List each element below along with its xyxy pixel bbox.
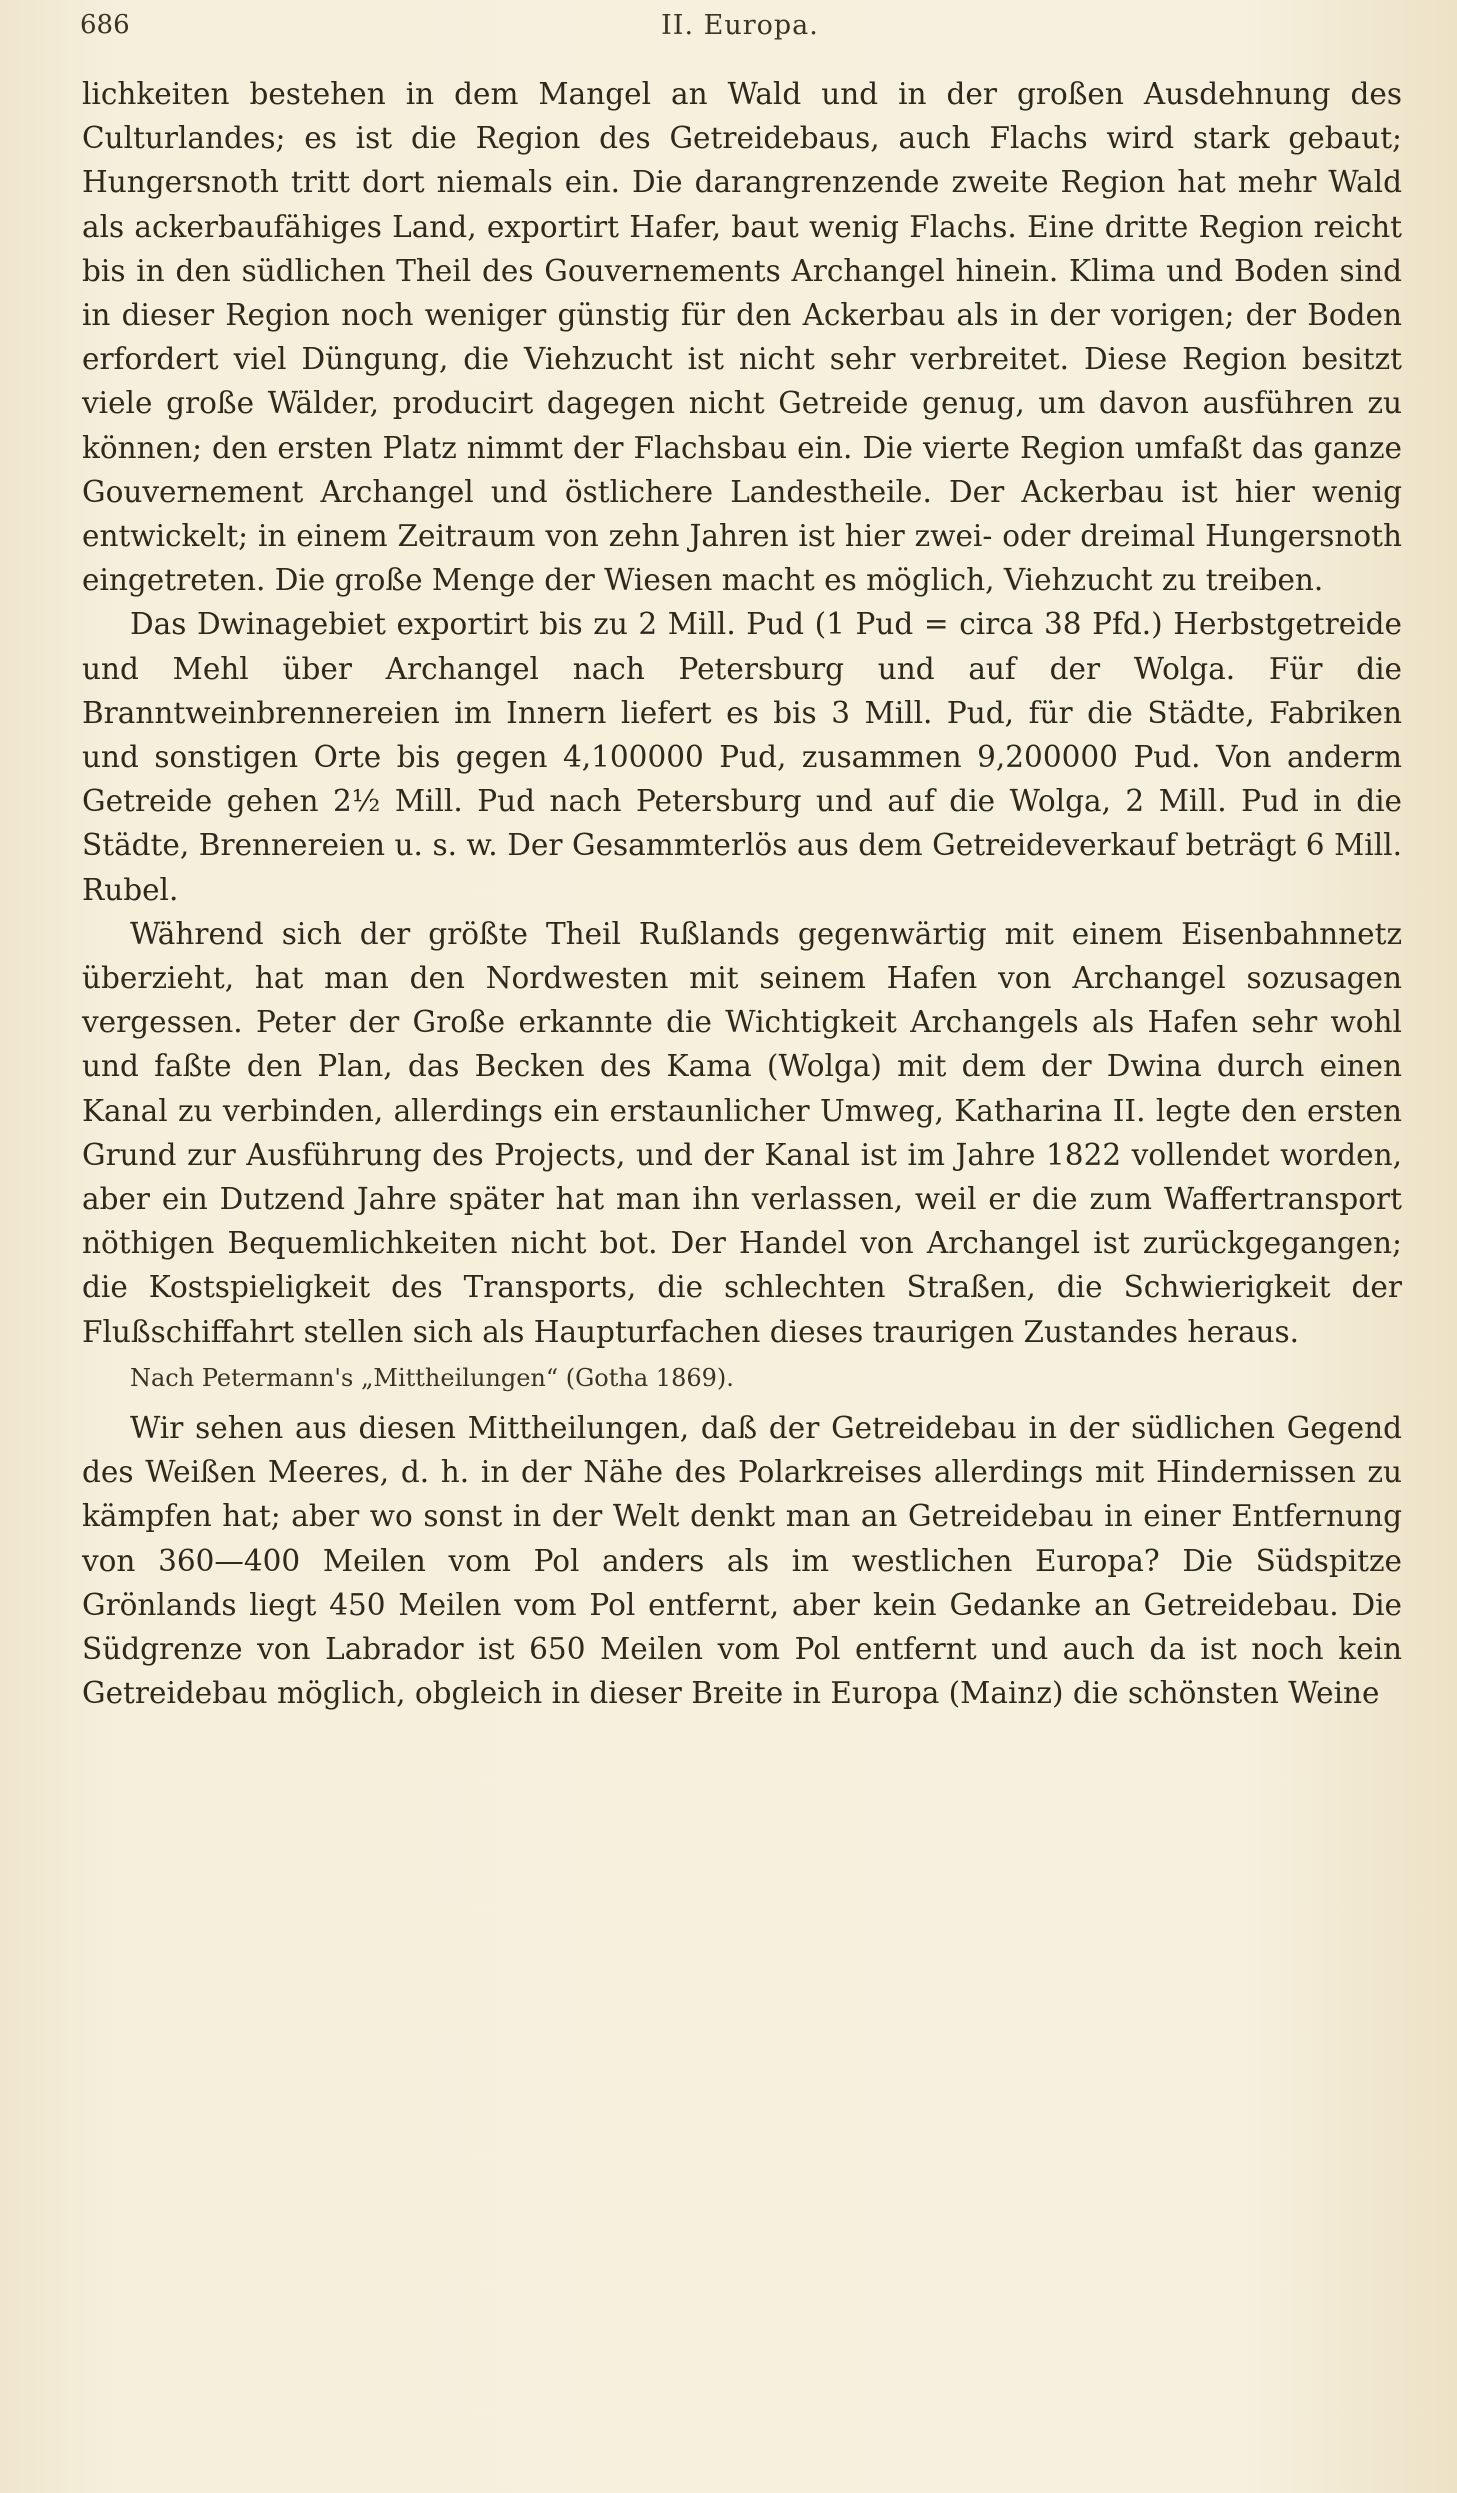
page-number: 686 <box>80 10 130 40</box>
body-text <box>82 72 1402 1715</box>
paragraph-archangel-canal: Während sich der größte Theil Rußlands gegenwärtig mit einem Eisenbahnnetz überzieht, hat man den Nordwesten mit seinem Hafen von Archangel sozusagen vergessen. Peter der Große erkannte die Wichtigkeit Archangels als Hafen sehr wohl und faßte den Plan, das Becken des Kama (Wolga) mit dem der Dwina durch einen Kanal zu verbinden, allerdings ein erstaunlicher Umweg, Katharina II. legte den ersten Grund zur Ausführung des Projects, und der Kanal ist im Jahre 1822 vollendet worden, aber ein Dutzend Jahre später hat man ihn verlassen, weil er die zum Waffertransport nöthigen Bequemlichkeiten nicht bot. Der Handel von Archangel ist zurückgegangen; die Kostspieligkeit des Transports, die schlechten Straßen, die Schwierigkeit der Flußschiffahrt stellen sich als Haupturfachen dieses traurigen Zustandes heraus. <box>82 916 1402 1349</box>
paragraph-dwina-export: Das Dwinagebiet exportirt bis zu 2 Mill. Pud (1 Pud = circa 38 Pfd.) Herbstgetreide und Mehl über Archangel nach Petersburg und auf der Wolga. Für die Branntweinbrennereien im Innern liefert es bis 3 Mill. Pud, für die Städte, Fabriken und sonstigen Orte bis gegen 4,100000 Pud, zusammen 9,200000 Pud. Von anderm Getreide gehen 2½ Mill. Pud nach Petersburg und auf die Wolga, 2 Mill. Pud in die Städte, Brennereien u. s. w. Der Gesammterlös aus dem Getreideverkauf beträgt 6 Mill. Rubel. <box>82 607 1402 907</box>
paragraph-regions: lichkeiten bestehen in dem Mangel an Wald und in der großen Ausdehnung des Culturlandes; es ist die Region des Getreidebaus, auch Flachs wird stark gebaut; Hungersnoth tritt dort niemals ein. Die darangrenzende zweite Region hat mehr Wald als ackerbaufähiges Land, exportirt Hafer, baut wenig Flachs. Eine dritte Region reicht bis in den südlichen Theil des Gouvernements Archangel hinein. Klima und Boden sind in dieser Region noch weniger günstig für den Ackerbau als in der vorigen; der Boden erfordert viel Düngung, die Viehzucht ist nicht sehr verbreitet. Diese Region besitzt viele große Wälder, producirt dagegen nicht Getreide genug, um davon ausführen zu können; den ersten Platz nimmt der Flachsbau ein. Die vierte Region umfaßt das ganze Gouvernement Archangel und östlichere Landestheile. Der Ackerbau ist hier wenig entwickelt; in einem Zeitraum von zehn Jahren ist hier zwei- oder dreimal Hungersnoth eingetreten. Die große Menge der Wiesen macht es möglich, Viehzucht zu treiben. <box>82 77 1402 598</box>
running-title: II. Europa. <box>661 10 819 41</box>
source-note: Nach Petermann's „Mittheilungen“ (Gotha 1869). <box>130 1363 734 1392</box>
page-header <box>80 10 1400 54</box>
paragraph-conclusion: Wir sehen aus diesen Mittheilungen, daß der Getreidebau in der südlichen Gegend des Weißen Meeres, d. h. in der Nähe des Polarkreises allerdings mit Hindernissen zu kämpfen hat; aber wo sonst in der Welt denkt man an Getreidebau in einer Entfernung von 360—400 Meilen vom Pol anders als im westlichen Europa? Die Südspitze Grönlands liegt 450 Meilen vom Pol entfernt, aber kein Gedanke an Getreidebau. Die Südgrenze von Labrador ist 650 Meilen vom Pol entfernt und auch da ist noch kein Getreidebau möglich, obgleich in dieser Breite in Europa (Mainz) die schönsten Weine <box>82 1410 1402 1711</box>
